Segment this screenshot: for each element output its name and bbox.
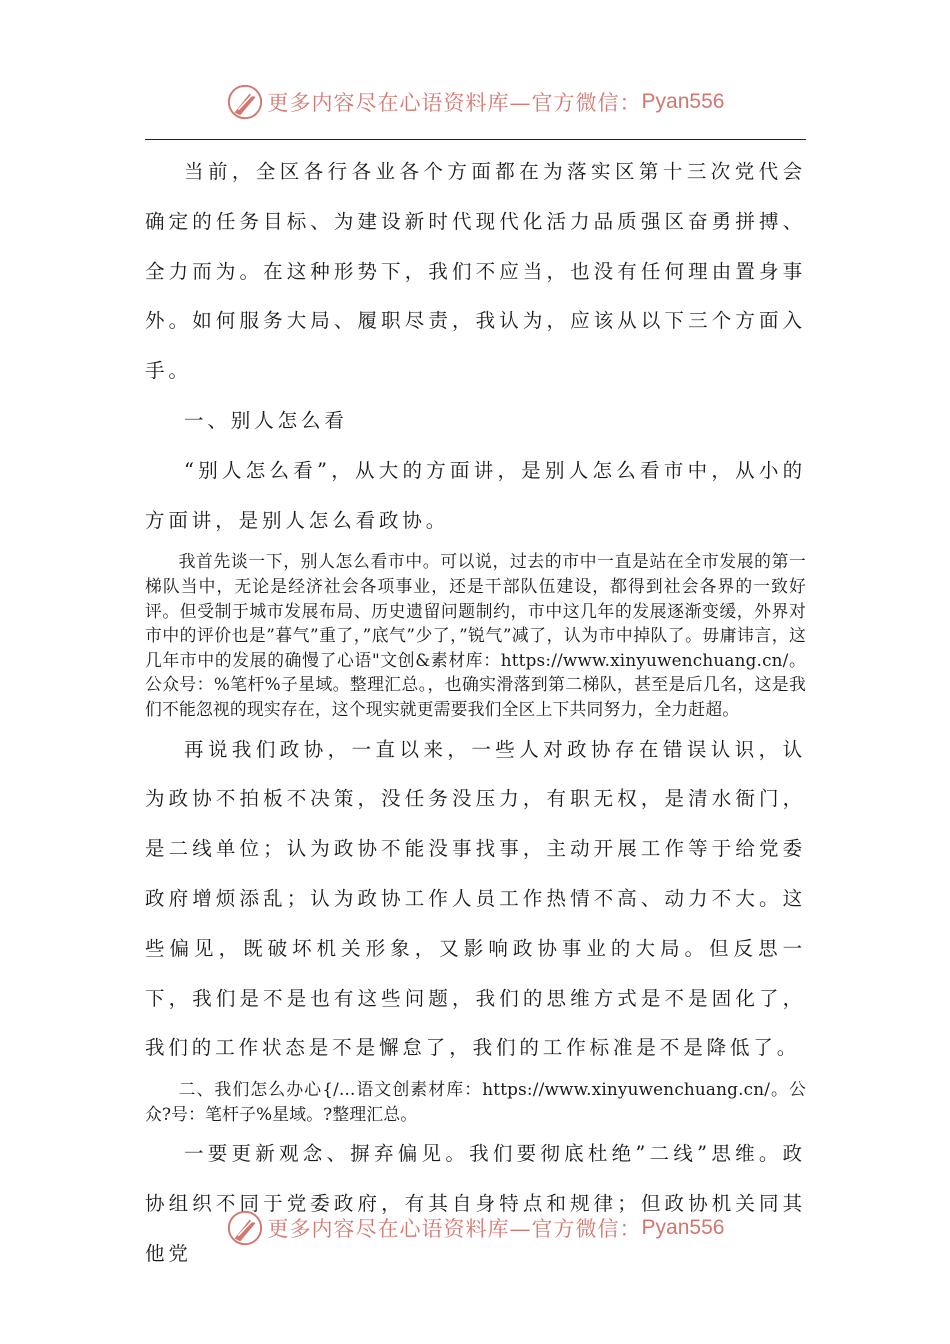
paragraph-intro: 当前，全区各行各业各个方面都在为落实区第十三次党代会确定的任务目标、为建设新时代现代化活力品质强区奋勇拼搏、全力而为。在这种形势下，我们不应当，也没有任何理由置身事外。如何服务大局、履职尽责，我认为，应该从以下三个方面入手。 bbox=[145, 160, 806, 383]
header-banner bbox=[0, 82, 950, 122]
paragraph-update-concepts: 一要更新观念、摒弃偏见。我们要彻底杜绝”二线”思维。政协组织不同于党委政府，有其自身特点和规律；但政协机关同其他党 bbox=[145, 1142, 806, 1265]
header-banner-text: 更多内容尽在心语资料库—官方微信： bbox=[267, 91, 642, 115]
footer-banner-account: Pyan556 bbox=[641, 1216, 725, 1239]
section-heading-2: 二、我们怎么办心{/...语文创素材库：https://www.xinyuwenchuang.cn/。公众?号：笔杆子%星域。?整理汇总。 bbox=[145, 1079, 806, 1124]
footer-banner bbox=[0, 1208, 950, 1248]
pen-nib-logo-icon bbox=[226, 83, 264, 121]
pen-nib-logo-icon bbox=[226, 1209, 264, 1247]
paragraph-shizhong: 我首先谈一下，别人怎么看市中。可以说，过去的市中一直是站在全市发展的第一梯队当中，无论是经济社会各项事业，还是干部队伍建设，都得到社会各界的一致好评。但受制于城市发展布局、历史遗留问题制约，市中这几年的发展逐渐变缓，外界对市中的评价也是”暮气”重了，”底气”少了，”锐气”减了，认为市中掉队了。毋庸讳言，这几年市中的发展的确慢了心语"文创&素材库：https://www.xinyuwenchuang.cn/。公众号：%笔杆%子星域。整理汇总。，也确实滑落到第二梯队，甚至是后几名，这是我们不能忽视的现实存在，这个现实就更需要我们全区上下共同努力，全力赶超。 bbox=[145, 551, 806, 719]
footer-banner-text: 更多内容尽在心语资料库—官方微信： bbox=[267, 1217, 642, 1241]
paragraph-how-others-see: “别人怎么看”，从大的方面讲，是别人怎么看市中，从小的方面讲，是别人怎么看政协。 bbox=[145, 458, 806, 532]
header-rule bbox=[145, 139, 806, 140]
section-heading-1: 一、别人怎么看 bbox=[184, 408, 348, 432]
paragraph-zhengxie: 再说我们政协，一直以来，一些人对政协存在错误认识，认为政协不拍板不决策，没任务没压力，有职无权，是清水衙门，是二线单位；认为政协不能没事找事，主动开展工作等于给党委政府增烦添乱；认为政协工作人员工作热情不高、动力不大。这些偏见，既破坏机关形象，又影响政协事业的大局。但反思一下，我们是不是也有这些问题，我们的思维方式是不是固化了，我们的工作状态是不是懈怠了，我们的工作标准是不是降低了。 bbox=[145, 737, 806, 1060]
header-banner-account: Pyan556 bbox=[641, 90, 725, 113]
document-body bbox=[145, 147, 806, 1279]
